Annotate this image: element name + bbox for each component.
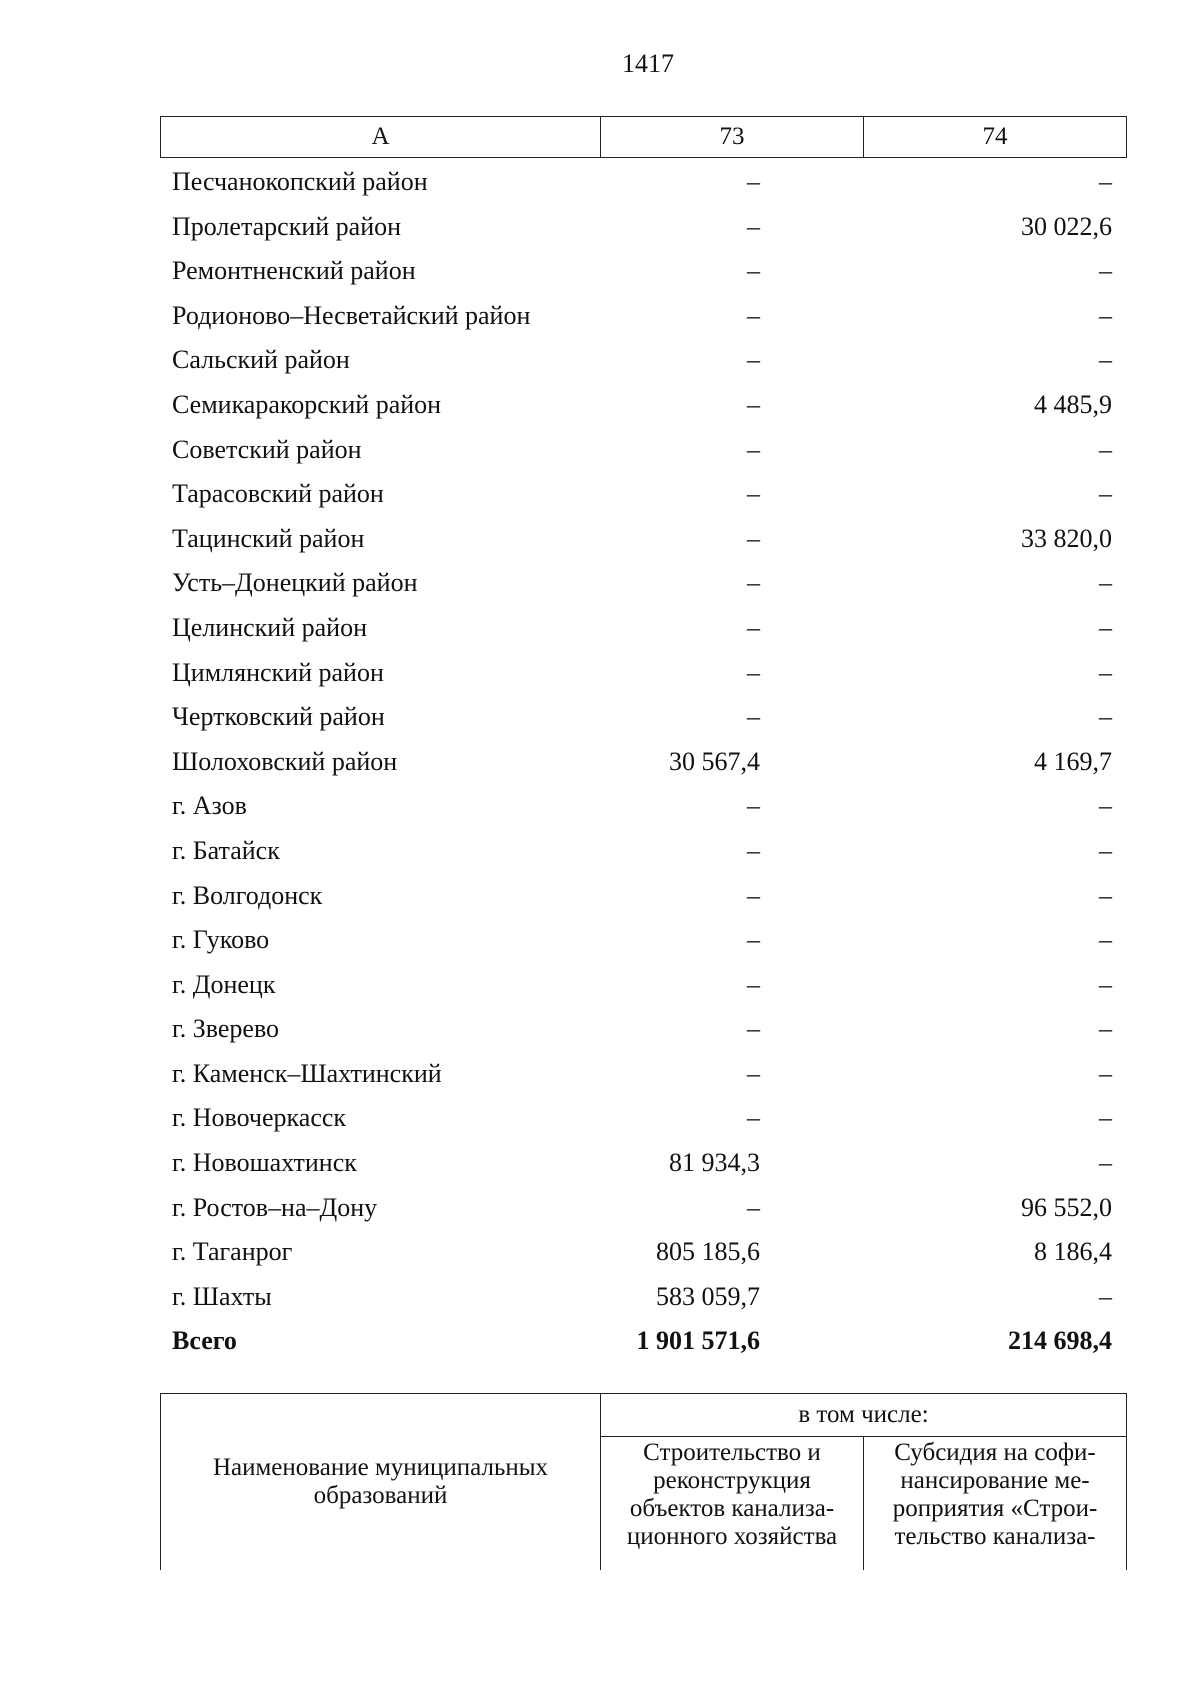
row-value-74: – [1099,791,1112,821]
row-value-73: – [747,434,760,464]
table-row [160,784,1124,829]
table-row [160,1096,1124,1141]
row-name: г. Донецк [172,969,276,999]
row-value-73: – [747,389,760,419]
table-row [160,517,1124,562]
municipality-name-header [161,1394,601,1571]
row-value-74: – [1099,167,1112,196]
row-value-73: – [747,568,760,598]
row-value-74: – [1099,345,1112,375]
row-value-73: – [747,300,760,330]
table-row [160,651,1124,696]
row-value-74: – [1099,434,1112,464]
row-value-74: – [1099,256,1112,286]
table-row [160,1275,1124,1320]
row-value-74: – [1099,1281,1112,1311]
row-value-73: 30 567,4 [669,746,760,776]
row-name: г. Волгодонск [172,880,323,910]
row-value-74: – [1099,612,1112,642]
row-value-73: 1 901 571,6 [636,1326,760,1356]
row-value-74: – [1099,1148,1112,1178]
row-name: Цимлянский район [172,657,384,687]
row-value-74: – [1099,1014,1112,1044]
row-value-73: – [747,969,760,999]
construction-header [601,1437,864,1571]
row-value-73: – [747,256,760,286]
table-row [160,294,1124,339]
table-row [160,249,1124,294]
row-value-74: – [1099,1103,1112,1133]
row-name: Тарасовский район [172,479,384,509]
table-row [160,829,1124,874]
row-name: г. Каменск–Шахтинский [172,1058,442,1088]
row-name: Семикаракорский район [172,389,442,419]
row-name: Пролетарский район [172,211,402,241]
row-value-73: – [747,657,760,687]
table-row [160,338,1124,383]
total-row [160,1319,1124,1364]
row-value-74: – [1099,835,1112,865]
row-name: г. Новошахтинск [172,1148,357,1178]
row-name: г. Азов [172,791,247,821]
row-value-74: – [1099,300,1112,330]
row-name: г. Гуково [172,925,270,955]
row-value-73: 583 059,7 [656,1281,760,1311]
row-value-74: 33 820,0 [1021,523,1112,553]
municipality-name-header-text: Наименование муниципальных образований [212,1454,549,1509]
row-value-74: 96 552,0 [1021,1192,1112,1222]
row-name: Сальский район [172,345,350,375]
row-value-73: – [747,1192,760,1222]
row-name: Шолоховский район [172,746,398,776]
table-row [160,1141,1124,1186]
row-name: Усть–Донецкий район [172,568,418,598]
table-row [160,472,1124,517]
table-row [160,205,1124,250]
row-name: Песчанокопский район [172,167,428,196]
subsidy-header [864,1437,1127,1571]
row-name: Советский район [172,434,362,464]
row-value-73: 805 185,6 [656,1237,760,1267]
table-row [160,606,1124,651]
table-row [160,561,1124,606]
row-name: г. Таганрог [172,1237,293,1267]
row-name: Всего [172,1326,237,1356]
row-name: Чертковский район [172,702,385,732]
table-row [160,160,1124,205]
table-row [160,1052,1124,1097]
row-value-73: – [747,612,760,642]
row-value-73: – [747,835,760,865]
table-row [160,695,1124,740]
row-value-74: – [1099,925,1112,955]
row-value-73: 81 934,3 [669,1148,760,1178]
continuation-header-table [160,1393,1127,1570]
subsidy-header-text: Субсидия на софи-нансирование ме-роприятия «Строи-тельство канализа- [892,1439,1098,1550]
row-value-74: 4 169,7 [1034,746,1112,776]
table-row [160,383,1124,428]
including-header: в том числе: [601,1394,1127,1437]
row-name: г. Батайск [172,835,280,865]
column-header-74: 74 [864,117,1127,158]
row-value-74: – [1099,880,1112,910]
row-value-74: – [1099,702,1112,732]
row-name: Ремонтненский район [172,256,416,286]
row-value-73: – [747,345,760,375]
column-header-73: 73 [601,117,864,158]
row-name: г. Новочеркасск [172,1103,347,1133]
row-value-74: 214 698,4 [1008,1326,1112,1356]
row-value-74: – [1099,568,1112,598]
row-value-73: – [747,523,760,553]
data-rows [160,160,1124,1364]
construction-header-text: Строительство и реконструкция объектов канализа-ционного хозяйства [626,1439,838,1550]
row-name: Родионово–Несветайский район [172,300,531,330]
page-number: 1417 [622,49,674,78]
row-value-74: 30 022,6 [1021,211,1112,241]
table-row [160,963,1124,1008]
row-value-73: – [747,479,760,509]
row-value-73: – [747,880,760,910]
table-row [160,1007,1124,1052]
row-value-74: – [1099,969,1112,999]
row-value-73: – [747,702,760,732]
table-row [160,740,1124,785]
row-value-73: – [747,1103,760,1133]
row-value-74: 8 186,4 [1034,1237,1112,1267]
table-row [160,1186,1124,1231]
row-value-73: – [747,925,760,955]
row-name: г. Шахты [172,1281,272,1311]
column-header-table [160,116,1127,158]
row-name: Тацинский район [172,523,365,553]
row-value-73: – [747,791,760,821]
table-row [160,918,1124,963]
row-value-73: – [747,1058,760,1088]
table-row [160,874,1124,919]
row-name: г. Зверево [172,1014,280,1044]
row-value-73: – [747,211,760,241]
row-value-73: – [747,1014,760,1044]
table-row [160,1230,1124,1275]
row-name: г. Ростов–на–Дону [172,1192,378,1222]
row-value-74: 4 485,9 [1034,389,1112,419]
row-value-73: – [747,167,760,196]
row-value-74: – [1099,657,1112,687]
row-name: Целинский район [172,612,367,642]
row-value-74: – [1099,479,1112,509]
row-value-74: – [1099,1058,1112,1088]
table-row [160,428,1124,473]
column-header-a: А [161,117,601,158]
